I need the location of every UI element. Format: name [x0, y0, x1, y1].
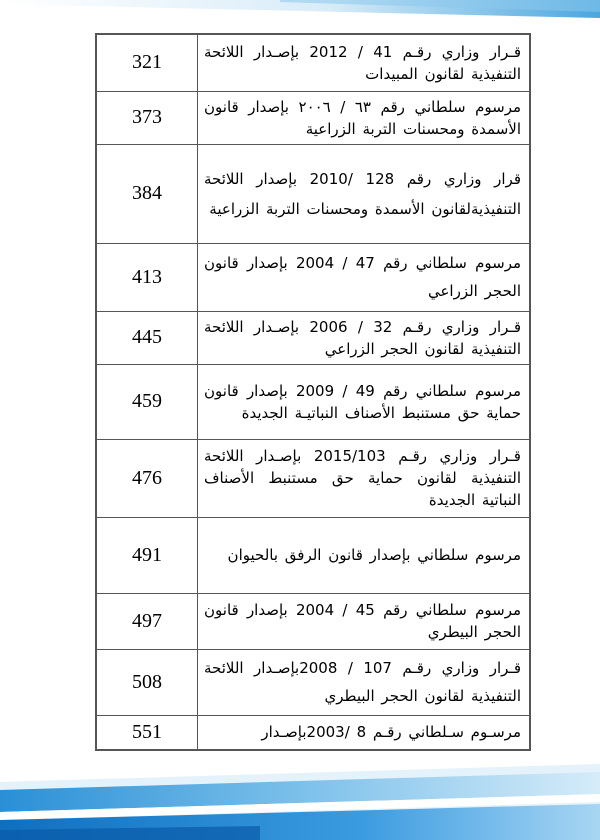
entry-title: قـرار وزاري رقـم 41 / 2012 بإصـدار اللائحة التنفيذية لقانون المبيدات — [198, 34, 531, 91]
page-number: 373 — [96, 91, 198, 144]
table-row — [96, 364, 530, 439]
page-number: 476 — [96, 439, 198, 517]
page-number: 508 — [96, 649, 198, 715]
table-row — [96, 593, 530, 649]
entry-title: قـرار وزاري رقـم 32 / 2006 بإصـدار اللائحة التنفيذية لقانون الحجر الزراعي — [198, 311, 531, 364]
table-row — [96, 517, 530, 593]
entry-title: قرار وزاري رقم 128 /2010 بإصدار اللائحة التنفيذيةلقانون الأسمدة ومحسنات التربة الزراعية — [198, 144, 531, 243]
table-of-contents — [95, 33, 531, 751]
page-number: 459 — [96, 364, 198, 439]
entry-title: مرسوم سلطاني رقم 49 / 2009 بإصدار قانون حماية حق مستنبط الأصناف النباتيـة الجديدة — [198, 364, 531, 439]
table-row — [96, 439, 530, 517]
table-row — [96, 144, 530, 243]
page-number: 445 — [96, 311, 198, 364]
bottom-decorative-band — [0, 760, 600, 840]
table-row — [96, 715, 530, 750]
entry-title: قـرار وزاري رقـم 107 / 2008بإصـدار اللائحة التنفيذية لقانون الحجر البيطري — [198, 649, 531, 715]
entry-title: قـرار وزاري رقـم 2015/103 بإصـدار اللائحة التنفيذية لقانون حماية حق مستنبط الأصناف النباتية الجديدة — [198, 439, 531, 517]
page-number: 413 — [96, 243, 198, 311]
entry-title: مرسـوم سـلطاني رقـم 8 /2003بإصـدار — [198, 715, 531, 750]
entry-title: مرسوم سلطاني رقم 45 / 2004 بإصدار قانون الحجر البيطري — [198, 593, 531, 649]
page-number: 491 — [96, 517, 198, 593]
table-row — [96, 311, 530, 364]
page-number: 497 — [96, 593, 198, 649]
entry-title: مرسوم سلطاني بإصدار قانون الرفق بالحيوان — [198, 517, 531, 593]
top-decorative-band — [0, 0, 600, 36]
table-row — [96, 34, 530, 91]
page-number: 384 — [96, 144, 198, 243]
table-row — [96, 649, 530, 715]
entry-title: مرسوم سلطاني رقم ٦٣ / ٢٠٠٦ بإصدار قانون الأسمدة ومحسنات التربة الزراعية — [198, 91, 531, 144]
page-number: 321 — [96, 34, 198, 91]
table-row — [96, 243, 530, 311]
table-row — [96, 91, 530, 144]
entry-title: مرسوم سلطاني رقم 47 / 2004 بإصدار قانون الحجر الزراعي — [198, 243, 531, 311]
page-number: 551 — [96, 715, 198, 750]
